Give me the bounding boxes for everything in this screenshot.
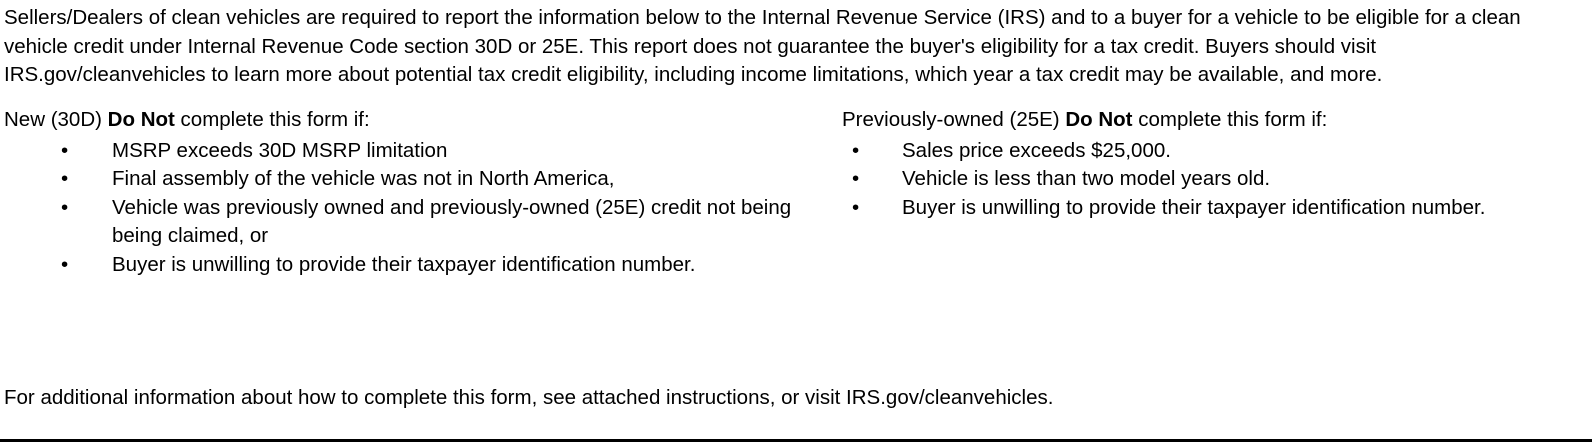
previously-owned-25e-heading-post: complete this form if: (1132, 107, 1328, 131)
previously-owned-25e-heading-bold: Do Not (1065, 107, 1133, 131)
intro-paragraph: Sellers/Dealers of clean vehicles are required to report the information below to the Internal Revenue Service (IRS) and to a buyer for a vehicle to be eligible for a clean vehicle credit under Internal Revenue Code section 30D or 25E. This report does not guarantee the buyer's eligibility for a tax credit. Buyers should visit IRS.gov/cleanvehicles to learn more about potential tax credit eligibility, including income limitations, which year a tax credit may be available, and more. (4, 6, 1521, 86)
additional-information-note: For additional information about how to complete this form, see attached instructions, or visit IRS.gov/cleanvehicles. (4, 386, 1054, 409)
requirements-columns (4, 106, 1584, 280)
previously-owned-25e-heading (842, 106, 1584, 133)
list-item: • Vehicle is less than two model years old. (842, 165, 1584, 194)
list-item: • Buyer is unwilling to provide their taxpayer identification number. (4, 251, 842, 280)
list-item: • Sales price exceeds $25,000. (842, 137, 1584, 166)
new-30d-heading-post: complete this form if: (174, 107, 370, 131)
previously-owned-25e-column (842, 106, 1584, 280)
list-item: • Vehicle was previously owned and previously-owned (25E) credit not being being claimed, or (4, 194, 842, 251)
list-item: • Buyer is unwilling to provide their taxpayer identification number. (842, 194, 1584, 223)
new-30d-heading-pre: New (30D) (4, 107, 108, 131)
new-30d-bullet-list (4, 137, 842, 280)
list-item: • Final assembly of the vehicle was not in North America, (4, 165, 842, 194)
previously-owned-25e-bullet-list (842, 137, 1584, 223)
list-item: • MSRP exceeds 30D MSRP limitation (4, 137, 842, 166)
new-30d-heading (4, 106, 842, 133)
new-30d-heading-bold: Do Not (107, 107, 175, 131)
previously-owned-25e-heading-pre: Previously-owned (25E) (842, 107, 1066, 131)
new-30d-column (4, 106, 842, 280)
